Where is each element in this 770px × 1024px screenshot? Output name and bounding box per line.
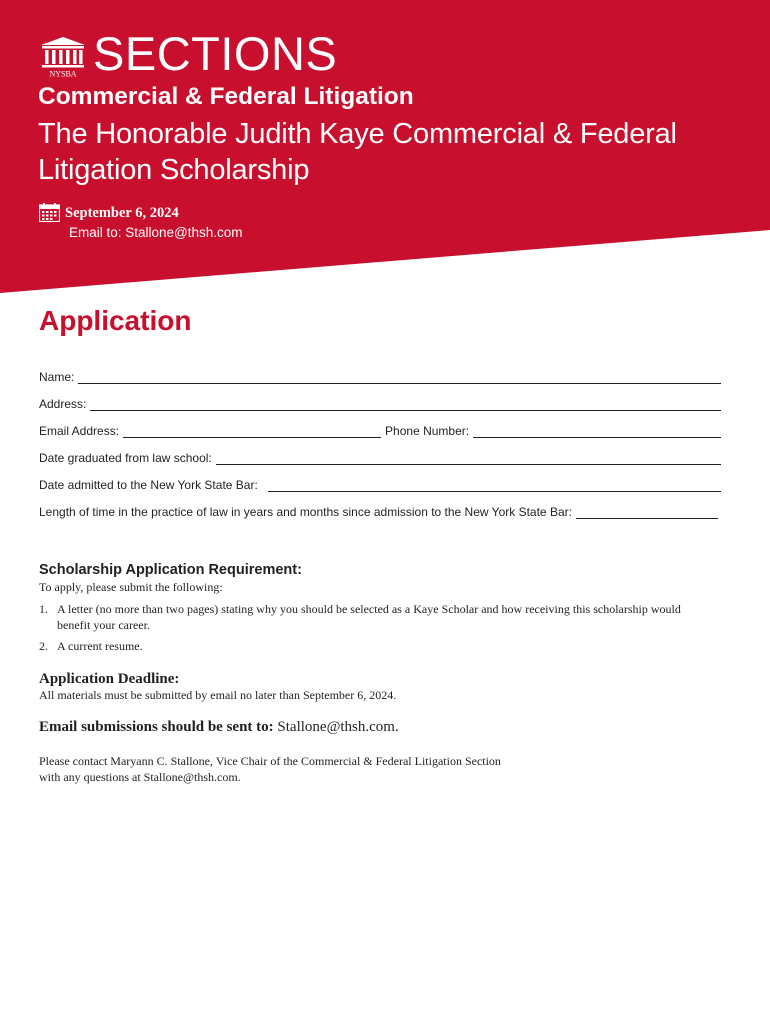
graduated-line[interactable] xyxy=(216,453,721,465)
email-phone-row xyxy=(39,424,721,438)
requirements-heading: Scholarship Application Requirement: xyxy=(39,562,302,578)
admitted-line[interactable] xyxy=(268,480,721,492)
building-icon xyxy=(40,36,86,78)
list-text: A letter (no more than two pages) stating why you should be selected as a Kaye Scholar and how receiving this scholarship would benefit your career. xyxy=(57,602,681,632)
list-number: 2. xyxy=(39,639,48,653)
section-name: Commercial & Federal Litigation xyxy=(38,83,414,110)
address-label: Address: xyxy=(39,397,87,411)
address-field[interactable] xyxy=(39,397,721,411)
list-text: A current resume. xyxy=(57,639,143,653)
brand-title: SECTIONS xyxy=(93,27,338,80)
length-field[interactable] xyxy=(39,505,718,519)
graduated-label: Date graduated from law school: xyxy=(39,451,212,465)
submission-label: Email submissions should be sent to: xyxy=(39,719,274,735)
length-label: Length of time in the practice of law in years and months since admission to the New York State Bar: xyxy=(39,505,572,519)
submission-line xyxy=(39,719,399,736)
length-line[interactable] xyxy=(576,507,718,519)
graduated-field[interactable] xyxy=(39,451,721,465)
contact-text: Please contact Maryann C. Stallone, Vice Chair of the Commercial & Federal Litigation Section with any questions at Stallone@thsh.com. xyxy=(39,754,501,784)
event-date: September 6, 2024 xyxy=(65,205,179,221)
deadline-heading: Application Deadline: xyxy=(39,671,180,687)
document-title: The Honorable Judith Kaye Commercial & Federal Litigation Scholarship xyxy=(38,118,677,186)
requirements-intro: To apply, please submit the following: xyxy=(39,580,223,594)
email-label: Email Address: xyxy=(39,424,120,438)
application-heading: Application xyxy=(39,305,192,336)
requirements-list xyxy=(39,601,699,659)
name-field[interactable] xyxy=(39,370,721,384)
logo-text: NYSBA xyxy=(49,69,77,78)
nysba-logo xyxy=(40,36,86,78)
phone-line[interactable] xyxy=(473,426,721,438)
list-number: 1. xyxy=(39,602,48,616)
address-line[interactable] xyxy=(90,399,721,411)
list-item xyxy=(39,638,699,654)
name-line[interactable] xyxy=(78,372,721,384)
name-label: Name: xyxy=(39,370,75,384)
calendar-icon xyxy=(39,203,60,222)
deadline-text: All materials must be submitted by email no later than September 6, 2024. xyxy=(39,688,397,702)
phone-label: Phone Number: xyxy=(385,424,470,438)
header-email: Email to: Stallone@thsh.com xyxy=(69,225,243,240)
list-item xyxy=(39,601,699,633)
submission-email[interactable]: Stallone@thsh.com. xyxy=(277,719,399,735)
admitted-field[interactable] xyxy=(39,478,721,492)
admitted-label: Date admitted to the New York State Bar: xyxy=(39,478,258,492)
email-line[interactable] xyxy=(123,426,381,438)
